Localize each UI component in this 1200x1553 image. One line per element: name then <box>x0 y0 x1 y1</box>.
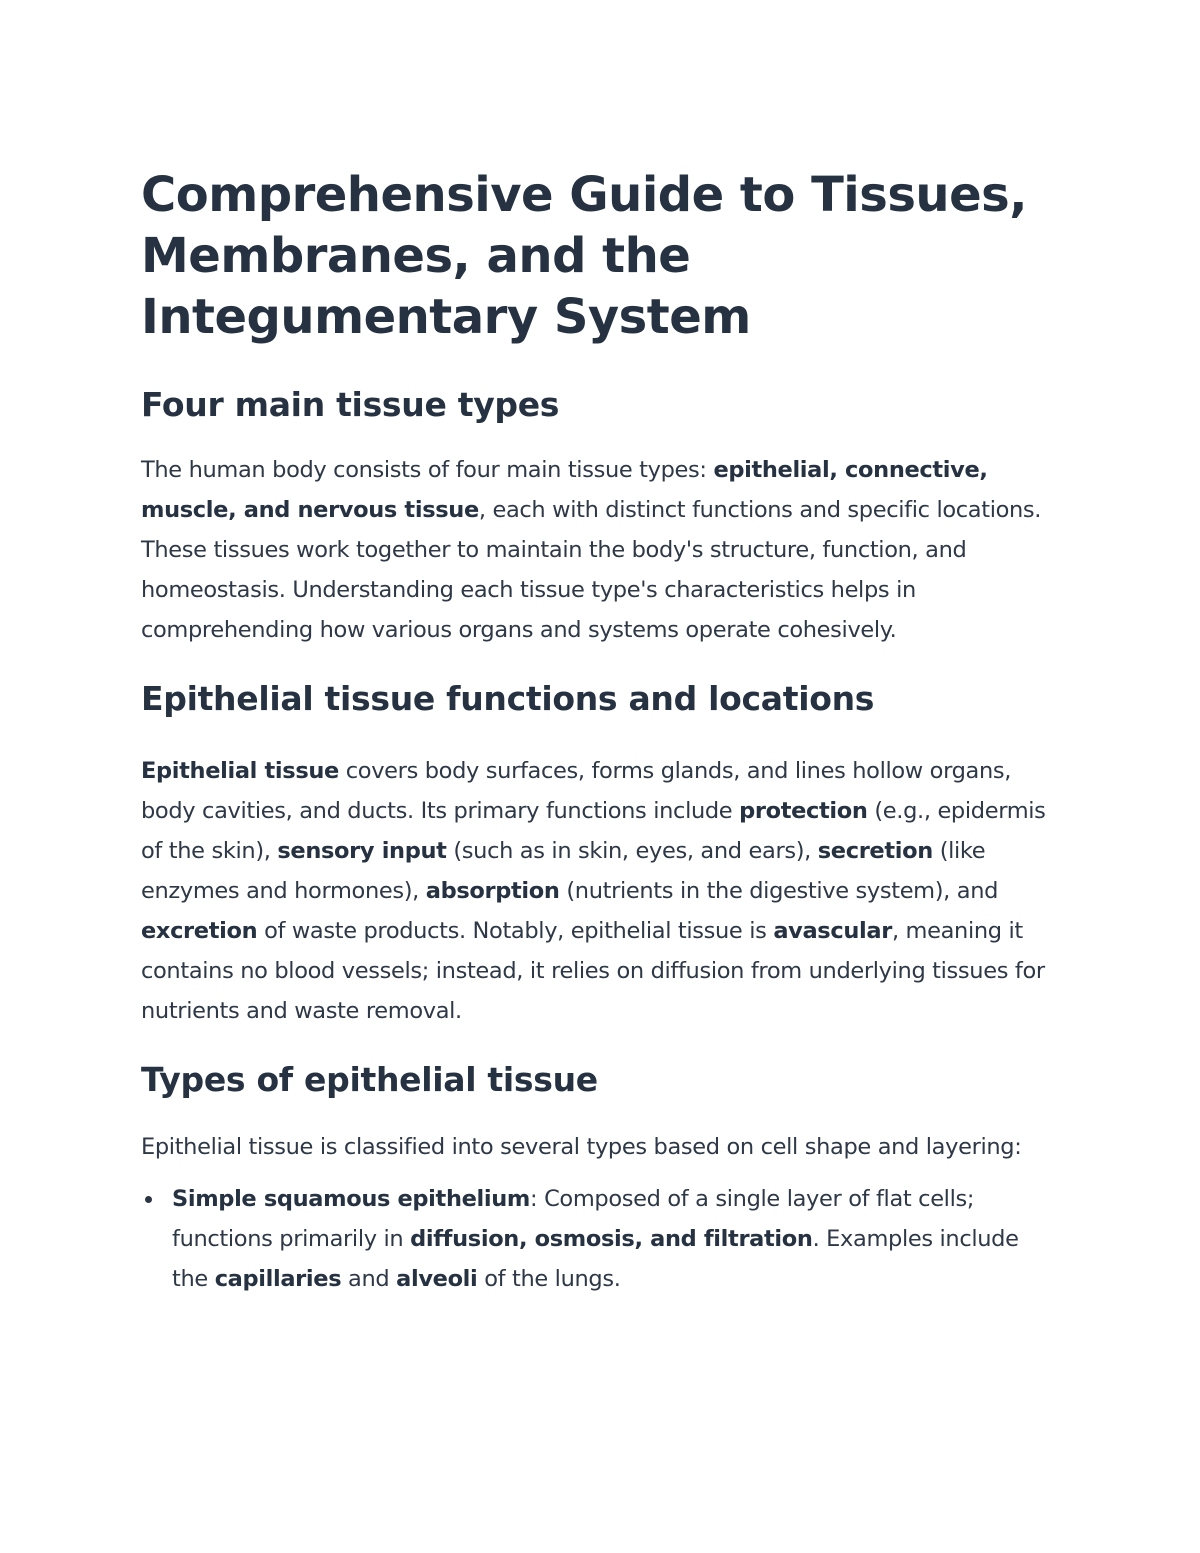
paragraph-types-intro: Epithelial tissue is classified into several types based on cell shape and layering: <box>141 1134 1022 1160</box>
bold-term: epithelial, connective, muscle, and nervous tissue <box>141 457 988 523</box>
epithelial-types-list <box>141 1179 1060 1299</box>
bold-term: alveoli <box>396 1266 478 1292</box>
bold-term: Simple squamous epithelium <box>172 1186 531 1212</box>
bold-term: capillaries <box>214 1266 342 1292</box>
bold-term: absorption <box>425 878 560 904</box>
bold-term: avascular <box>773 918 892 944</box>
text-run: and <box>341 1266 397 1292</box>
text-run: of the lungs. <box>477 1266 621 1292</box>
text-run: covers body surfaces, forms glands, and lines hollow organs, body cavities, and ducts. Its primary functions include <box>141 758 1012 824</box>
text-run: , each with distinct functions and specific locations. These tissues work together to maintain the body's structure, function, and homeostasis. Understanding each tissue type's characteristics helps in comprehending how various organs and systems operate cohesively. <box>141 497 1042 643</box>
text-run: : Composed of a single layer of flat cells; functions primarily in <box>172 1186 975 1252</box>
bold-term: sensory input <box>277 838 447 864</box>
document-title: Comprehensive Guide to Tissues, Membranes, and the Integumentary System <box>141 167 1027 345</box>
text-run: (like enzymes and hormones), <box>141 838 986 904</box>
list-item <box>141 1179 1060 1299</box>
bold-term: secretion <box>817 838 933 864</box>
bold-term: diffusion, osmosis, and filtration <box>410 1226 813 1252</box>
text-run: (nutrients in the digestive system), and <box>559 878 999 904</box>
bold-term: protection <box>739 798 868 824</box>
text-run: (such as in skin, eyes, and ears), <box>446 838 818 864</box>
paragraph-epithelial-functions <box>141 751 1060 1031</box>
bullet-icon <box>145 1196 152 1203</box>
text-run: of waste products. Notably, epithelial tissue is <box>257 918 774 944</box>
bold-term: excretion <box>141 918 258 944</box>
text-run: , meaning it contains no blood vessels; instead, it relies on diffusion from underlying tissues for nutrients and waste removal. <box>141 918 1045 1024</box>
bold-term: Epithelial tissue <box>141 758 339 784</box>
section-heading-four-tissue-types: Four main tissue types <box>141 385 560 424</box>
paragraph-four-tissue-types <box>141 450 1060 650</box>
section-heading-types-of-epithelial: Types of epithelial tissue <box>141 1060 598 1099</box>
section-heading-epithelial-functions: Epithelial tissue functions and locations <box>141 679 875 718</box>
text-run: The human body consists of four main tissue types: <box>141 457 714 483</box>
text-run: (e.g., epidermis of the skin), <box>141 798 1046 864</box>
text-run: . Examples include the <box>172 1226 1019 1292</box>
